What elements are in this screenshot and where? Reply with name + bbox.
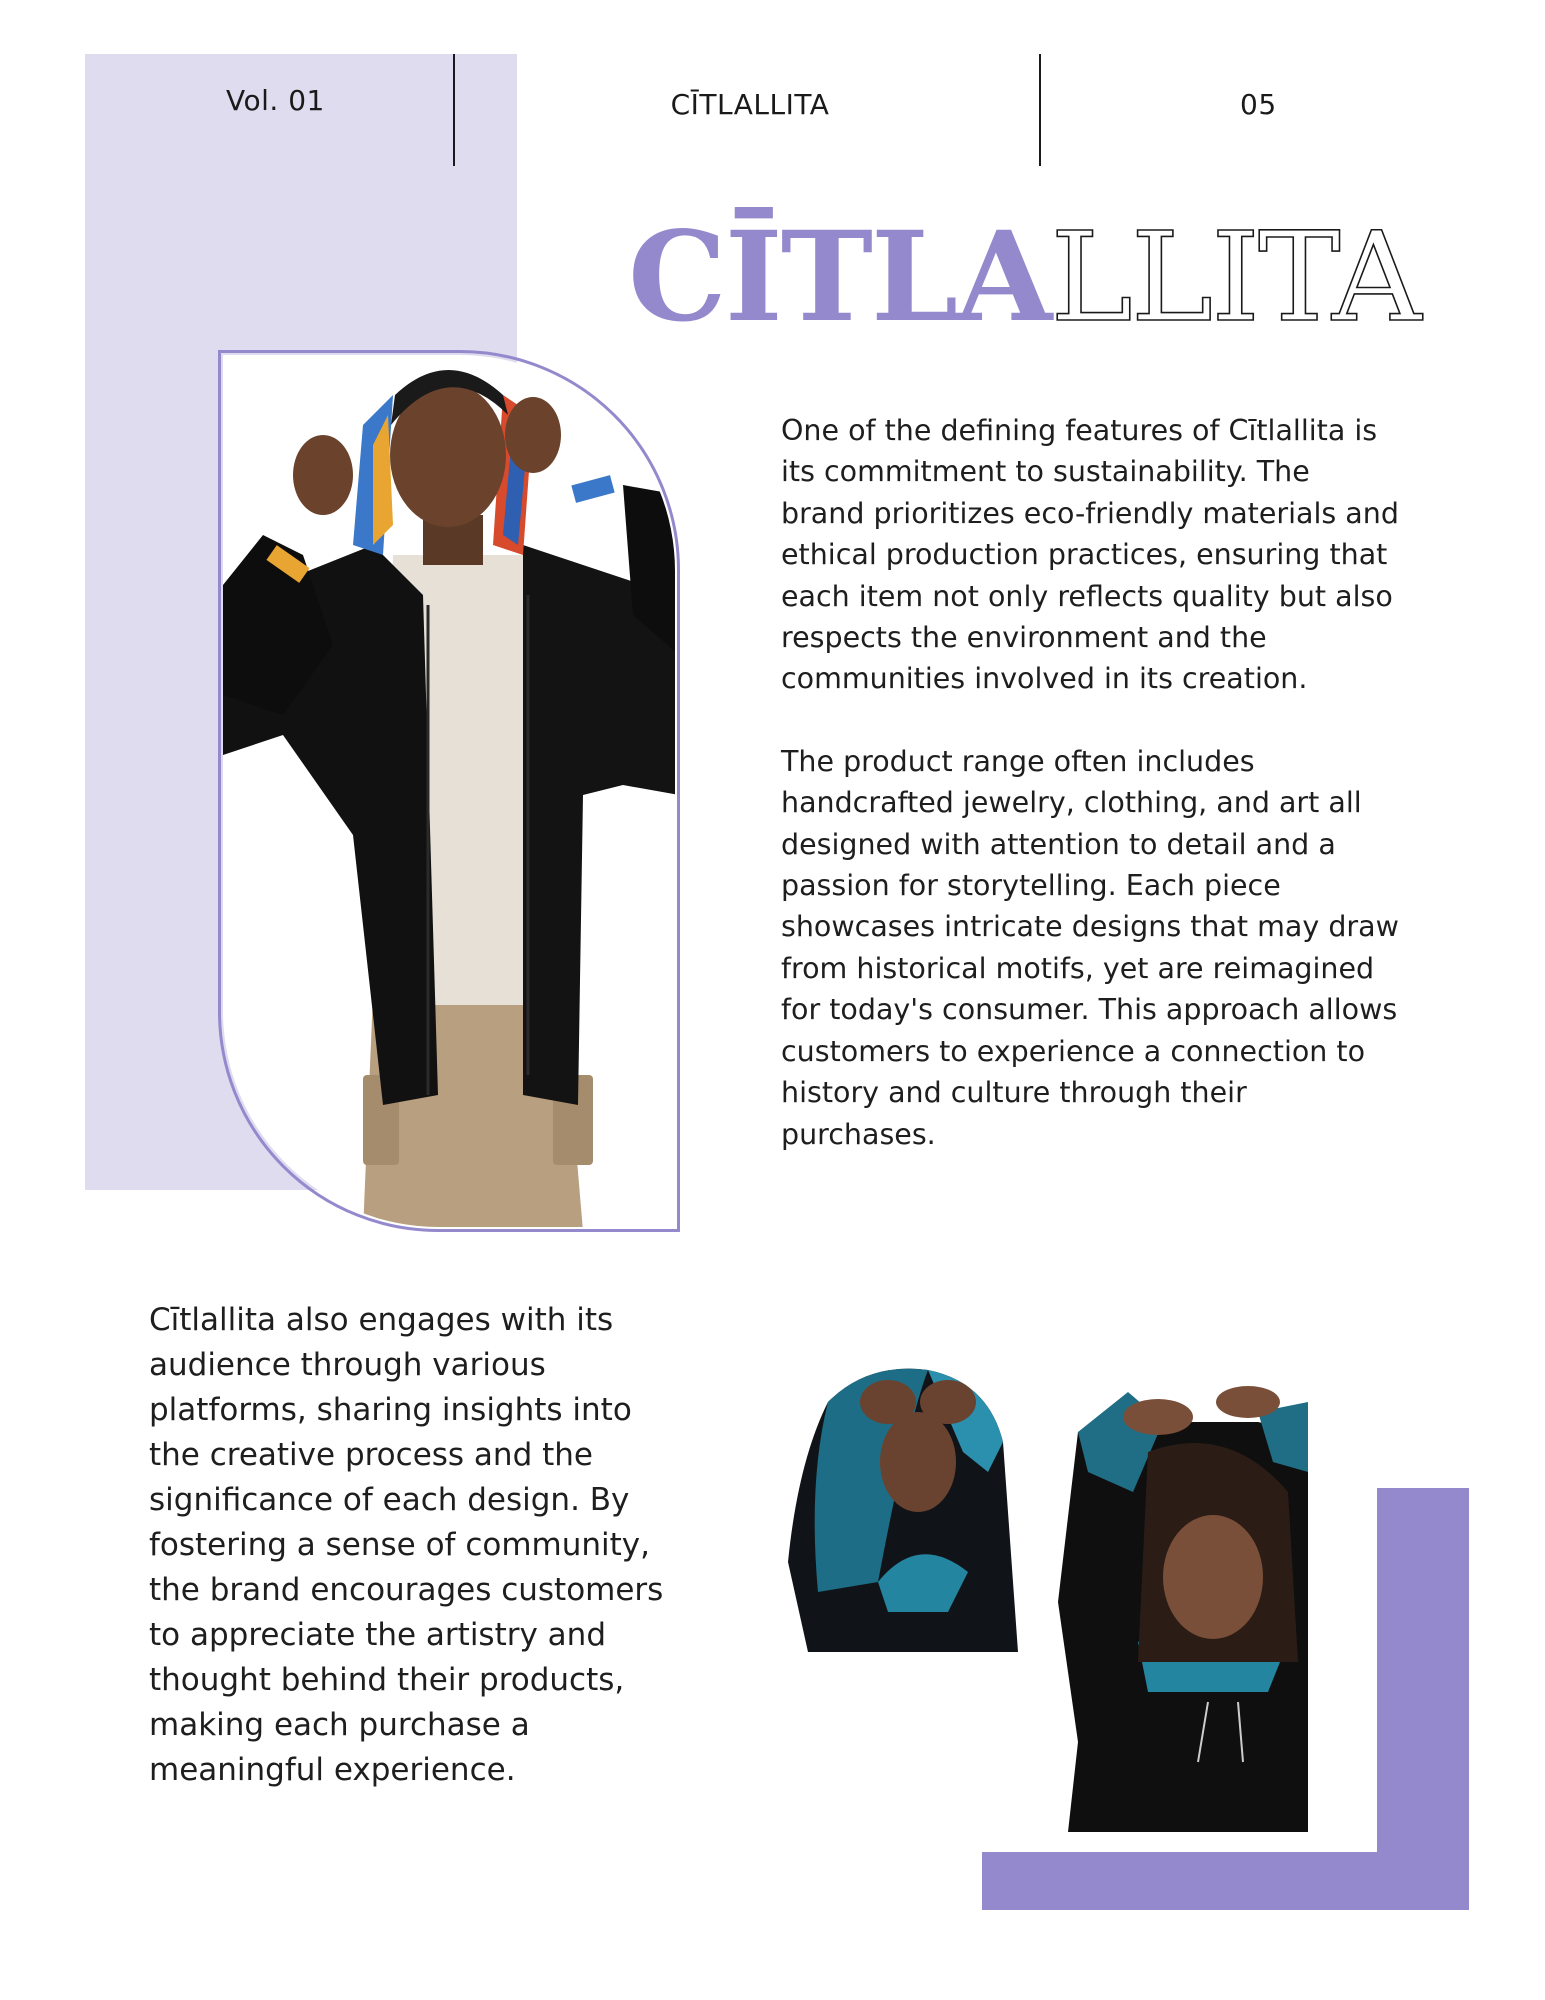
brand-title-outline: LLITA — [1050, 206, 1420, 350]
article-paragraph-2: The product range often includes handcrafted jewelry, clothing, and art all designed with attention to detail and a passion for storytelling. Each piece showcases intricate designs that may draw from historical motifs, yet are reimagined for today's consumer. This approach allows customers to experience a connection to history and culture through their purchases. — [781, 744, 1399, 1151]
purple-accent-block-vertical — [1377, 1488, 1469, 1910]
photo-frame-arch — [218, 350, 680, 1232]
models-in-hoodies-photo — [788, 1362, 1378, 1856]
model-in-jacket-photo — [223, 355, 675, 1227]
brand-title-solid: CĪTLA — [628, 205, 1051, 350]
article-paragraph-1: One of the defining features of Cītlallita is its commitment to sustainability. The brand prioritizes eco-friendly materials and ethical production practices, ensuring that each item not only reflects quality but also respects the environment and the communities involved in its creation. — [781, 414, 1399, 696]
header-divider-left — [453, 54, 455, 166]
article-column-right — [781, 410, 1401, 1155]
page-number: 05 — [1240, 88, 1277, 121]
purple-accent-block-horizontal — [982, 1852, 1469, 1910]
header-divider-right — [1039, 54, 1041, 166]
brand-title — [628, 205, 1420, 350]
volume-label: Vol. 01 — [226, 84, 325, 117]
header-brand-name: CĪTLALLITA — [670, 88, 830, 121]
article-paragraph-3: Cītlallita also engages with its audience through various platforms, sharing insights into the creative process and the significance of each design. By fostering a sense of community, the brand encourages customers to appreciate the artistry and thought behind their products, making each purchase a meaningful experience. — [149, 1302, 664, 1788]
